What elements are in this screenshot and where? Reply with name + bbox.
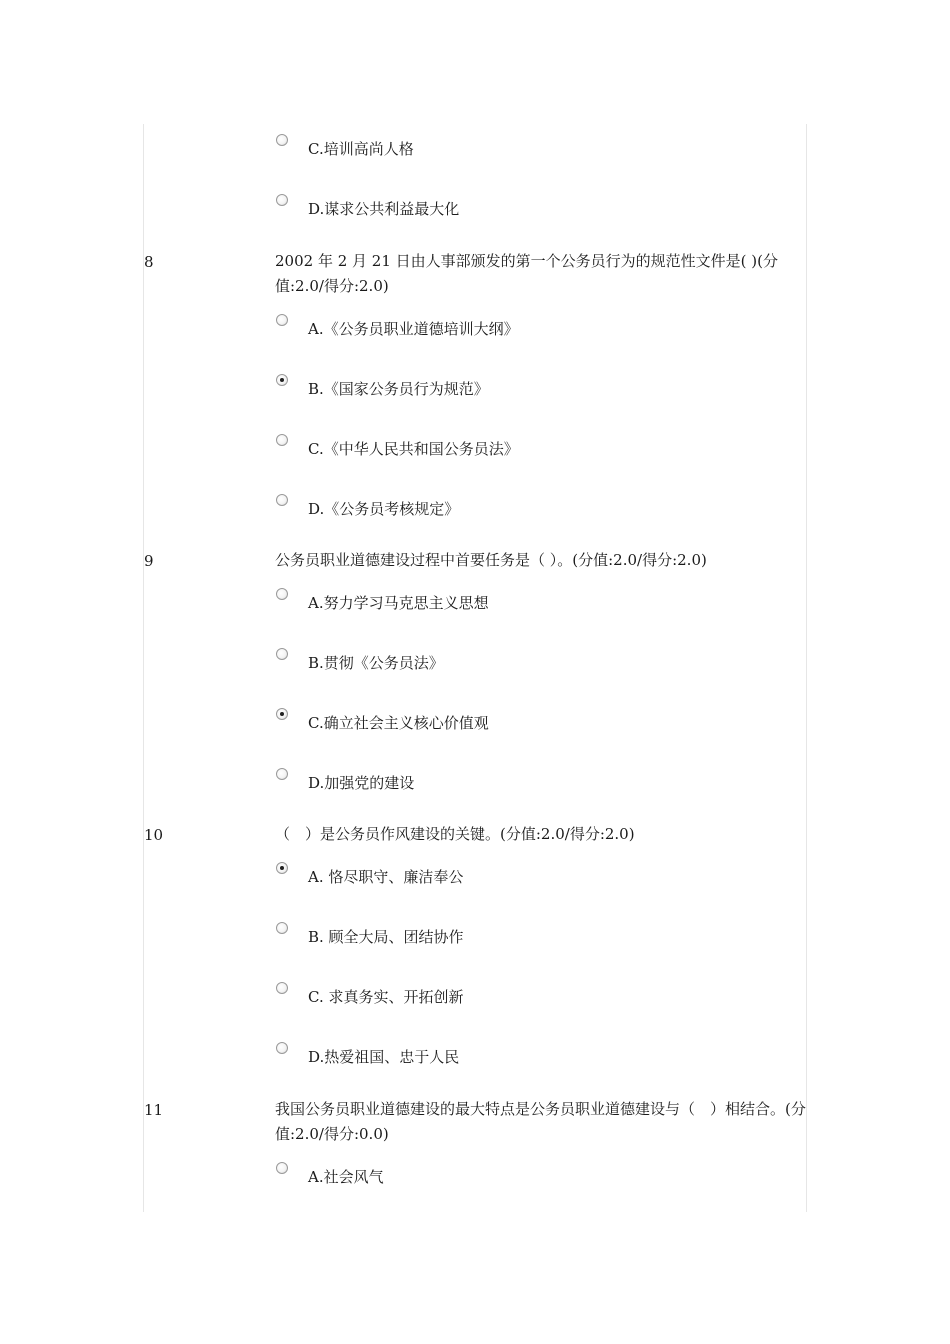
option-label: C.确立社会主义核心价值观 — [308, 714, 489, 732]
radio-icon[interactable] — [276, 982, 288, 994]
radio-icon[interactable] — [276, 708, 288, 720]
radio-icon[interactable] — [276, 1042, 288, 1054]
radio-icon[interactable] — [276, 862, 288, 874]
question-number: 10 — [144, 826, 164, 844]
option-label: B. 顾全大局、团结协作 — [308, 928, 464, 946]
question-text: 我国公务员职业道德建设的最大特点是公务员职业道德建设与（ ）相结合。(分值:2.0/得分:0.0) — [275, 1100, 806, 1143]
radio-icon[interactable] — [276, 314, 288, 326]
question-number: 9 — [144, 552, 154, 570]
option-label: B.贯彻《公务员法》 — [308, 654, 444, 672]
radio-icon[interactable] — [276, 1162, 288, 1174]
option-label: D.《公务员考核规定》 — [308, 500, 460, 518]
option-label: D.热爱祖国、忠于人民 — [308, 1048, 460, 1066]
question-text: 公务员职业道德建设过程中首要任务是（ ）。(分值:2.0/得分:2.0) — [275, 551, 707, 569]
question-text: 2002 年 2 月 21 日由人事部颁发的第一个公务员行为的规范性文件是( )(分值:2.0/得分:2.0) — [275, 252, 778, 295]
radio-icon[interactable] — [276, 194, 288, 206]
option-label: A.社会风气 — [308, 1168, 384, 1186]
option-label: A.努力学习马克思主义思想 — [308, 594, 489, 612]
radio-icon[interactable] — [276, 374, 288, 386]
radio-icon[interactable] — [276, 434, 288, 446]
radio-icon[interactable] — [276, 768, 288, 780]
radio-icon[interactable] — [276, 494, 288, 506]
option-label: D.谋求公共利益最大化 — [308, 200, 460, 218]
option-label: A.《公务员职业道德培训大纲》 — [308, 320, 519, 338]
question-number: 8 — [144, 253, 154, 271]
option-label: C. 求真务实、开拓创新 — [308, 988, 464, 1006]
radio-icon[interactable] — [276, 588, 288, 600]
radio-icon[interactable] — [276, 134, 288, 146]
radio-icon[interactable] — [276, 922, 288, 934]
option-label: C.《中华人民共和国公务员法》 — [308, 440, 519, 458]
question-text: （ ）是公务员作风建设的关键。(分值:2.0/得分:2.0) — [275, 825, 635, 843]
option-label: C.培训高尚人格 — [308, 140, 414, 158]
option-label: D.加强党的建设 — [308, 774, 415, 792]
option-label: A. 恪尽职守、廉洁奉公 — [308, 868, 464, 886]
question-number: 11 — [144, 1101, 164, 1119]
option-label: B.《国家公务员行为规范》 — [308, 380, 489, 398]
radio-icon[interactable] — [276, 648, 288, 660]
